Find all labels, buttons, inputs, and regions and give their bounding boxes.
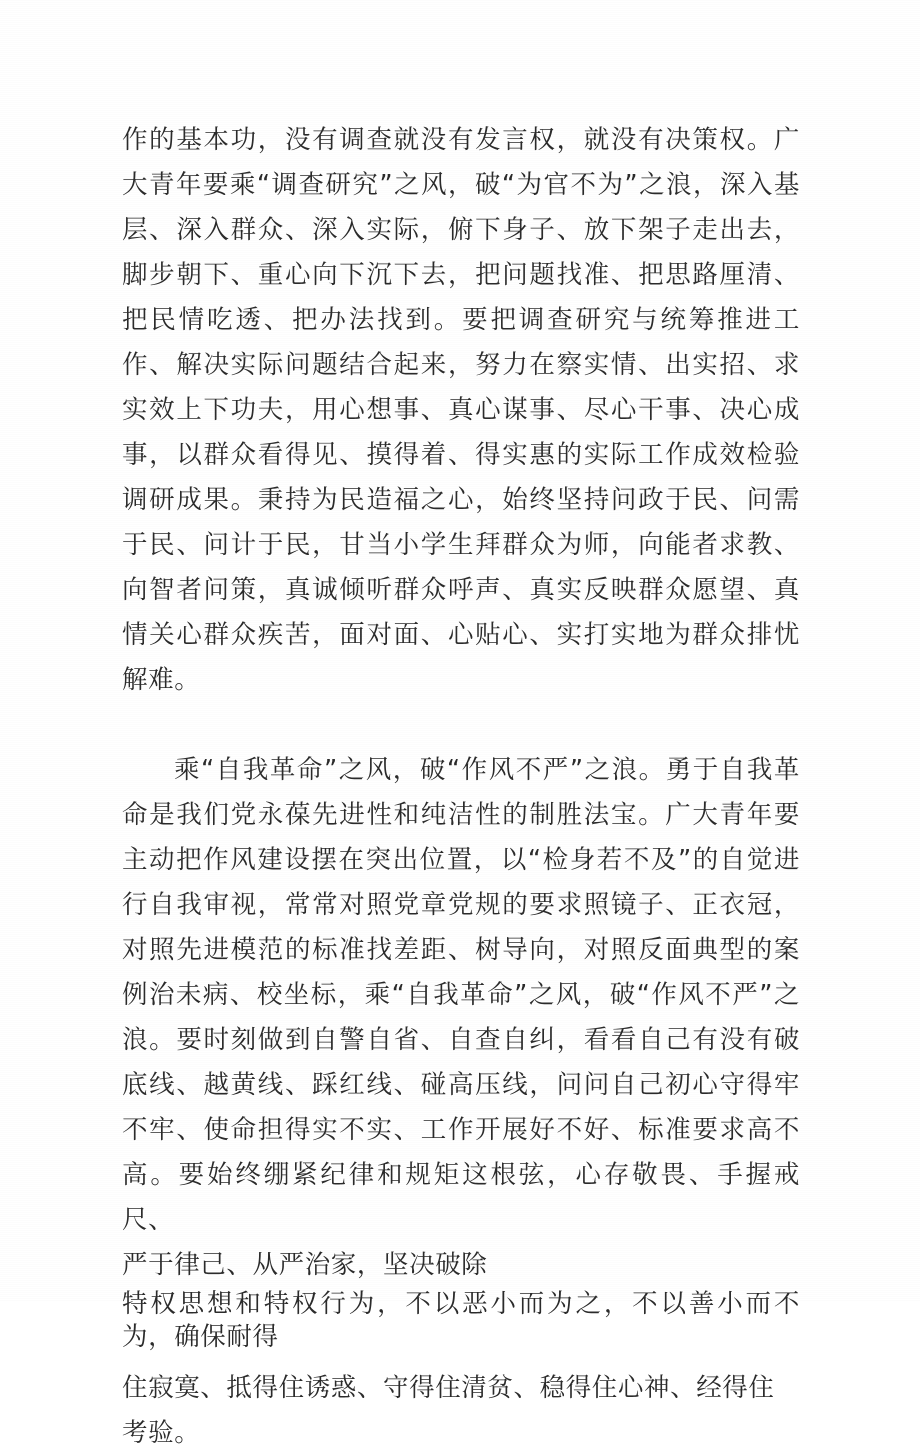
paragraph-tail-block [122,1243,800,1456]
tail-line-strict-self-discipline: 严于律己、从严治家，坚决破除 [122,1250,488,1280]
tail-line-withstand-tests: 住寂寞、抵得住诱惑、守得住清贫、稳得住心神、经得住考验。 [122,1373,775,1448]
document-text-body [122,118,800,1456]
tail-line-privilege-thinking: 特权思想和特权行为，不以恶小而为之，不以善小而不为，确保耐得 [122,1289,800,1352]
paragraph-investigation-research: 作的基本功，没有调查就没有发言权，就没有决策权。广大青年要乘“调查研究”之风，破“为官不为”之浪，深入基层、深入群众、深入实际，俯下身子、放下架子走出去，脚步朝下、重心向下沉下去，把问题找准、把思路厘清、把民情吃透、把办法找到。要把调查研究与统筹推进工作、解决实际问题结合起来，努力在察实情、出实招、求实效上下功夫，用心想事、真心谋事、尽心干事、决心成事，以群众看得见、摸得着、得实惠的实际工作成效检验调研成果。秉持为民造福之心，始终坚持问政于民、问需于民、问计于民，甘当小学生拜群众为师，向能者求教、向智者问策，真诚倾听群众呼声、真实反映群众愿望、真情关心群众疾苦，面对面、心贴心、实打实地为群众排忧解难。 [122,125,800,695]
paragraph-self-revolution: 乘“自我革命”之风，破“作风不严”之浪。勇于自我革命是我们党永葆先进性和纯洁性的制胜法宝。广大青年要主动把作风建设摆在突出位置，以“检身若不及”的自觉进行自我审视，常常对照党章党规的要求照镜子、正衣冠，对照先进模范的标准找差距、树导向，对照反面典型的案例治未病、校坐标，乘“自我革命”之风，破“作风不严”之浪。要时刻做到自警自省、自查自纠，看看自己有没有破底线、越黄线、踩红线、碰高压线，问问自己初心守得牢不牢、使命担得实不实、工作开展好不好、标准要求高不高。要始终绷紧纪律和规矩这根弦，心存敬畏、手握戒尺、 [122,755,800,1235]
